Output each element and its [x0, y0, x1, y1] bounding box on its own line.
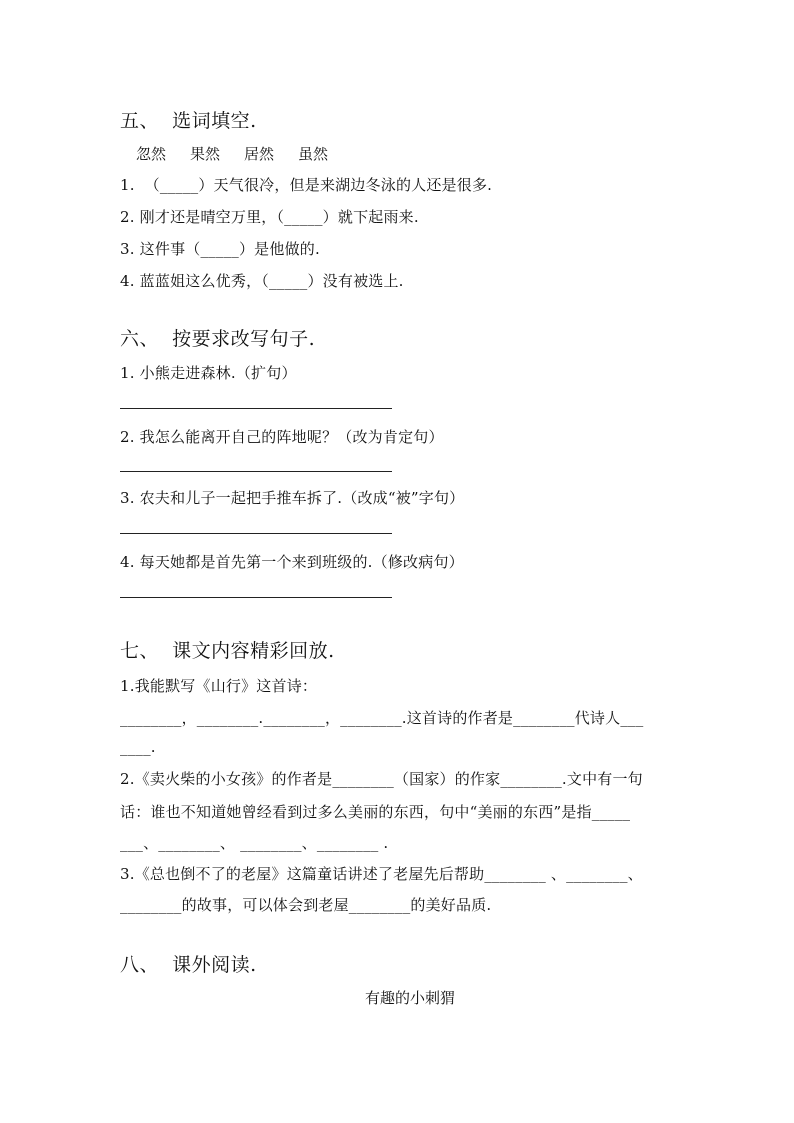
story-title: 有趣的小刺猬	[364, 989, 455, 1007]
section7-heading: 七、 课文内容精彩回放.	[120, 640, 335, 662]
recall-line: 话：谁也不知道她曾经看到过多么美丽的东西，句中“美丽的东西”是指_____	[120, 803, 631, 821]
choice-word: 忽然	[136, 145, 167, 163]
section5-heading: 五、 选词填空.	[120, 110, 257, 132]
section6-heading: 六、 按要求改写句子.	[120, 328, 316, 350]
rewrite-item: 3. 农夫和儿子一起把手推车拆了.（改成“被”字句）	[120, 489, 465, 507]
recall-line: 2.《卖火柴的小女孩》的作者是________（国家）的作家________.文中有一句	[120, 770, 643, 788]
choice-word: 果然	[190, 145, 221, 163]
fill-blank-item: 2. 刚才还是晴空万里，（_____）就下起雨来.	[120, 208, 419, 226]
rewrite-item: 2. 我怎么能离开自己的阵地呢？（改为肯定句）	[120, 428, 444, 446]
recall-line: 3.《总也倒不了的老屋》这篇童话讲述了老屋先后帮助________ 、________、	[120, 865, 643, 883]
fill-blank-item: 4. 蓝蓝姐这么优秀，（_____）没有被选上.	[120, 272, 404, 290]
recall-line: ________，________.________，________.这首诗的作者是________代诗人___	[120, 709, 644, 727]
choice-word: 虽然	[298, 145, 329, 163]
choice-word: 居然	[244, 145, 275, 163]
recall-line: ____.	[120, 738, 156, 756]
rewrite-item: 1. 小熊走进森林.（扩句）	[120, 364, 297, 382]
answer-line	[120, 533, 392, 534]
answer-line	[120, 597, 392, 598]
answer-line	[120, 408, 392, 409]
fill-blank-item: 1. （_____）天气很冷，但是来湖边冬泳的人还是很多.	[120, 176, 493, 194]
recall-line: ___、________、 ________、________ .	[120, 834, 389, 852]
word-choices	[136, 143, 328, 164]
section8-heading: 八、 课外阅读.	[120, 954, 257, 976]
recall-line: ________的故事，可以体会到老屋________的美好品质.	[120, 896, 492, 914]
fill-blank-item: 3. 这件事（_____）是他做的.	[120, 240, 320, 258]
rewrite-item: 4. 每天她都是首先第一个来到班级的.（修改病句）	[120, 553, 464, 571]
recall-line: 1.我能默写《山行》这首诗：	[120, 677, 318, 695]
answer-line	[120, 471, 392, 472]
